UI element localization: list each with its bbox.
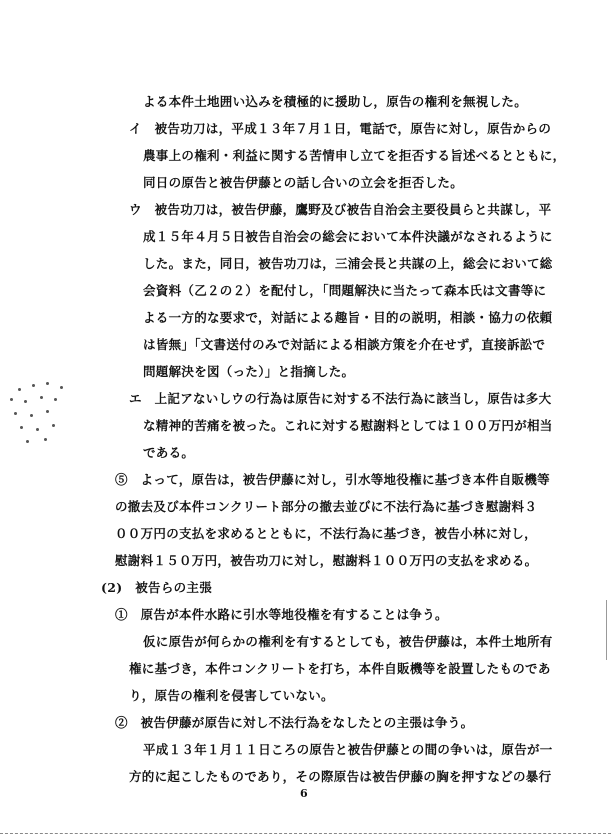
body-line: エ 上記アないしウの行為は原告に対する不法行為に該当し，原告は多大	[129, 391, 552, 406]
body-line: ウ 被告功刀は，被告伊藤，鷹野及び被告自治会主要役員らと共謀し，平	[129, 202, 552, 217]
body-line: 権に基づき，本件コンクリートを打ち，本件自販機等を設置したものであ	[129, 661, 551, 676]
body-line: イ 被告功刀は，平成１３年７月１日，電話で，原告に対し，原告からの	[129, 121, 552, 136]
page-number: 6	[300, 787, 308, 800]
body-line: 方的に起こしたものであり，その際原告は被告伊藤の胸を押すなどの暴行	[129, 769, 552, 784]
body-line: 成１５年４月５日被告自治会の総会において本件決議がなされるように	[143, 229, 553, 244]
body-line: 仮に原告が何らかの権利を有するとしても，被告伊藤は，本件土地所有	[143, 634, 553, 649]
body-line: 問題解決を図（った）」と指摘した。	[143, 364, 355, 379]
body-line: 同日の原告と被告伊藤との話し合いの立会を拒否した。	[143, 175, 464, 190]
body-line: な精神的苦痛を被った。これに対する慰謝料としては１００万円が相当	[143, 418, 553, 433]
body-line: り，原告の権利を侵害していない。	[129, 688, 334, 703]
body-line: よる本件土地囲い込みを積極的に援助し，原告の権利を無視した。	[143, 94, 528, 109]
body-line: ② 被告伊藤が原告に対し不法行為をなしたとの主張は争う。	[115, 715, 474, 730]
body-line: である。	[143, 445, 195, 460]
body-line: は皆無」「文書送付のみで対話による相談方策を介在せず，直接訴訟で	[143, 337, 546, 352]
body-line: 慰謝料１５０万円，被告功刀に対し，慰謝料１００万円の支払を求める。	[115, 553, 538, 568]
body-line: 農事上の権利・利益に関する苦情申し立てを拒否する旨述べるとともに，	[143, 148, 566, 163]
body-line: よる一方的な要求で，対話による趣旨・目的の説明，相談・協力の依頼	[143, 310, 553, 325]
section-heading: (2) 被告らの主張	[101, 580, 213, 595]
margin-mark	[606, 600, 607, 660]
body-line: 平成１３年１月１１日ころの原告と被告伊藤との間の争いは，原告が一	[143, 742, 553, 757]
bottom-edge-rule	[0, 833, 611, 834]
body-line: ① 原告が本件水路に引水等地役権を有することは争う。	[115, 607, 448, 622]
body-line: 会資料（乙２の２）を配付し，「問題解決に当たって森本氏は文書等に	[143, 283, 547, 298]
body-line: ００万円の支払を求めるとともに，不法行為に基づき，被告小林に対し，	[115, 526, 537, 541]
body-line: ⑤ よって，原告は，被告伊藤に対し，引水等地役権に基づき本件自販機等	[115, 472, 550, 487]
body-line: した。また，同日，被告功刀は，三浦会長と共謀の上，総会において総	[143, 256, 553, 271]
body-line: の撤去及び本件コンクリート部分の撤去並びに不法行為に基づき慰謝料３	[115, 499, 538, 514]
